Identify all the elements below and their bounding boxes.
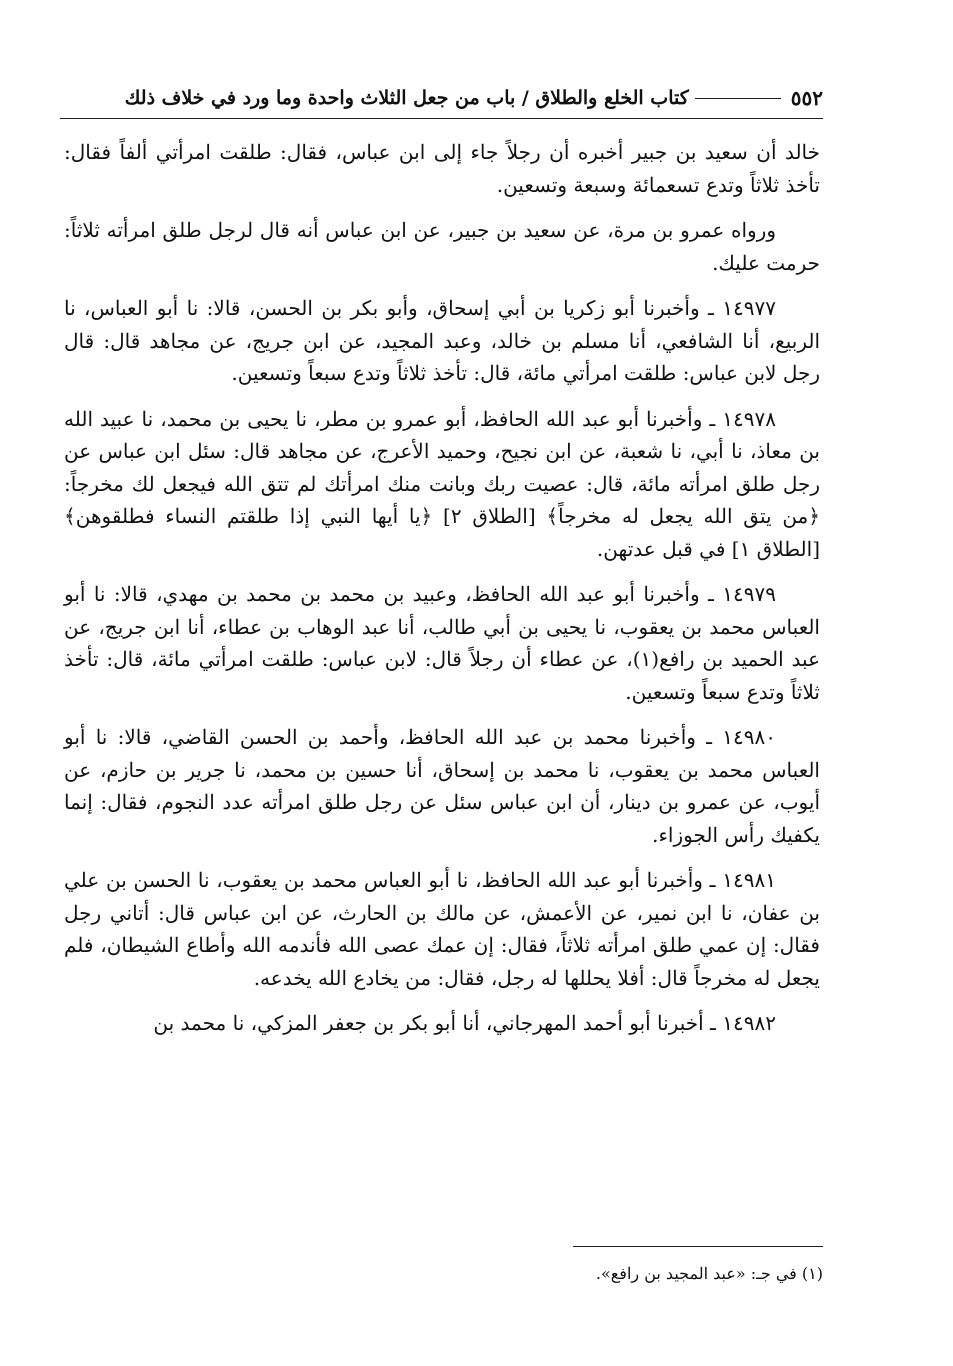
hadith-paragraph: ١٤٩٧٧ ـ وأخبرنا أبو زكريا بن أبي إسحاق، وأبو بكر بن الحسن، قالا: نا أبو العباس، نا الربيع، أنا الشافعي، أنا مسلم بن خالد، وعبد المجيد، عن ابن جريج، عن مجاهد قال: قال رجل لابن عباس: طلقت امرأتي مائة، قال: تأخذ ثلاثاً وتدع سبعاً وتسعين.	[64, 296, 820, 385]
hadith-paragraph: ١٤٩٧٩ ـ وأخبرنا أبو عبد الله الحافظ، وعبيد بن محمد بن محمد بن مهدي، قالا: نا أبو العباس محمد بن يعقوب، نا يحيى بن أبي طالب، أنا عبد الوهاب بن عطاء، أنا ابن جريج، عن عبد الحميد بن رافع(١)، عن عطاء أن رجلاً قال: لابن عباس: طلقت امرأتي مائة، قال: تأخذ ثلاثاً وتدع سبعاً وتسعين.	[64, 582, 821, 704]
header-rule	[695, 98, 781, 99]
hadith-paragraph: ١٤٩٧٨ ـ وأخبرنا أبو عبد الله الحافظ، أبو عمرو بن مطر، نا يحيى بن محمد، نا عبيد الله بن معاذ، نا أبي، نا شعبة، عن ابن نجيح، وحميد الأعرج، عن مجاهد قال: سئل ابن عباس عن رجل طلق امرأته مائة، قال: عصيت ربك وبانت منك امرأتك لم تتق الله فيجعل لك مخرجاً: ﴿من يتق الله يجعل له مخرجاً﴾ [الطلاق ٢] ﴿يا أيها النبي إذا طلقتم النساء فطلقوهن﴾ [الطلاق ١] في قبل عدتهن.	[64, 406, 820, 561]
paragraph: ورواه عمرو بن مرة، عن سعيد بن جبير، عن ابن عباس أنه قال لرجل طلق امرأته ثلاثاً: حرمت عليك.	[64, 218, 820, 275]
page-header	[60, 78, 823, 119]
running-title: كتاب الخلع والطلاق / باب من جعل الثلاث واحدة وما ورد في خلاف ذلك	[124, 87, 689, 109]
footnote: (١) في جـ: «عبد المجيد بن رافع».	[595, 1264, 823, 1283]
page-number: ٥٥٢	[790, 86, 823, 110]
footnote-rule	[573, 1246, 823, 1247]
paragraph: خالد أن سعيد بن جبير أخبره أن رجلاً جاء إلى ابن عباس، فقال: طلقت امرأتي ألفاً فقال: تأخذ ثلاثاً وتدع تسعمائة وسبعة وتسعين.	[64, 140, 820, 197]
hadith-paragraph: ١٤٩٨١ ـ وأخبرنا أبو عبد الله الحافظ، نا أبو العباس محمد بن يعقوب، نا الحسن بن علي بن عفان، نا ابن نمير، عن الأعمش، عن مالك بن الحارث، عن ابن عباس قال: أتاني رجل فقال: إن عمي طلق امرأته ثلاثاً، فقال: إن عمك عصى الله فأندمه الله وأطاع الشيطان، فلم يجعل له مخرجاً قال: أفلا يحللها له رجل، فقال: من يخادع الله يخدعه.	[64, 868, 820, 990]
main-text	[64, 136, 820, 1053]
hadith-paragraph: ١٤٩٨٠ ـ وأخبرنا محمد بن عبد الله الحافظ، وأحمد بن الحسن القاضي، قالا: نا أبو العباس محمد بن يعقوب، نا محمد بن إسحاق، أنا حسين بن محمد، نا جرير بن حازم، عن أيوب، عن عمرو بن دينار، أن ابن عباس سئل عن رجل طلق امرأته عدد النجوم، فقال: إنما يكفيك رأس الجوزاء.	[64, 725, 820, 847]
hadith-paragraph: ١٤٩٨٢ ـ أخبرنا أبو أحمد المهرجاني، أنا أبو بكر بن جعفر المزكي، نا محمد بن	[153, 1011, 776, 1035]
